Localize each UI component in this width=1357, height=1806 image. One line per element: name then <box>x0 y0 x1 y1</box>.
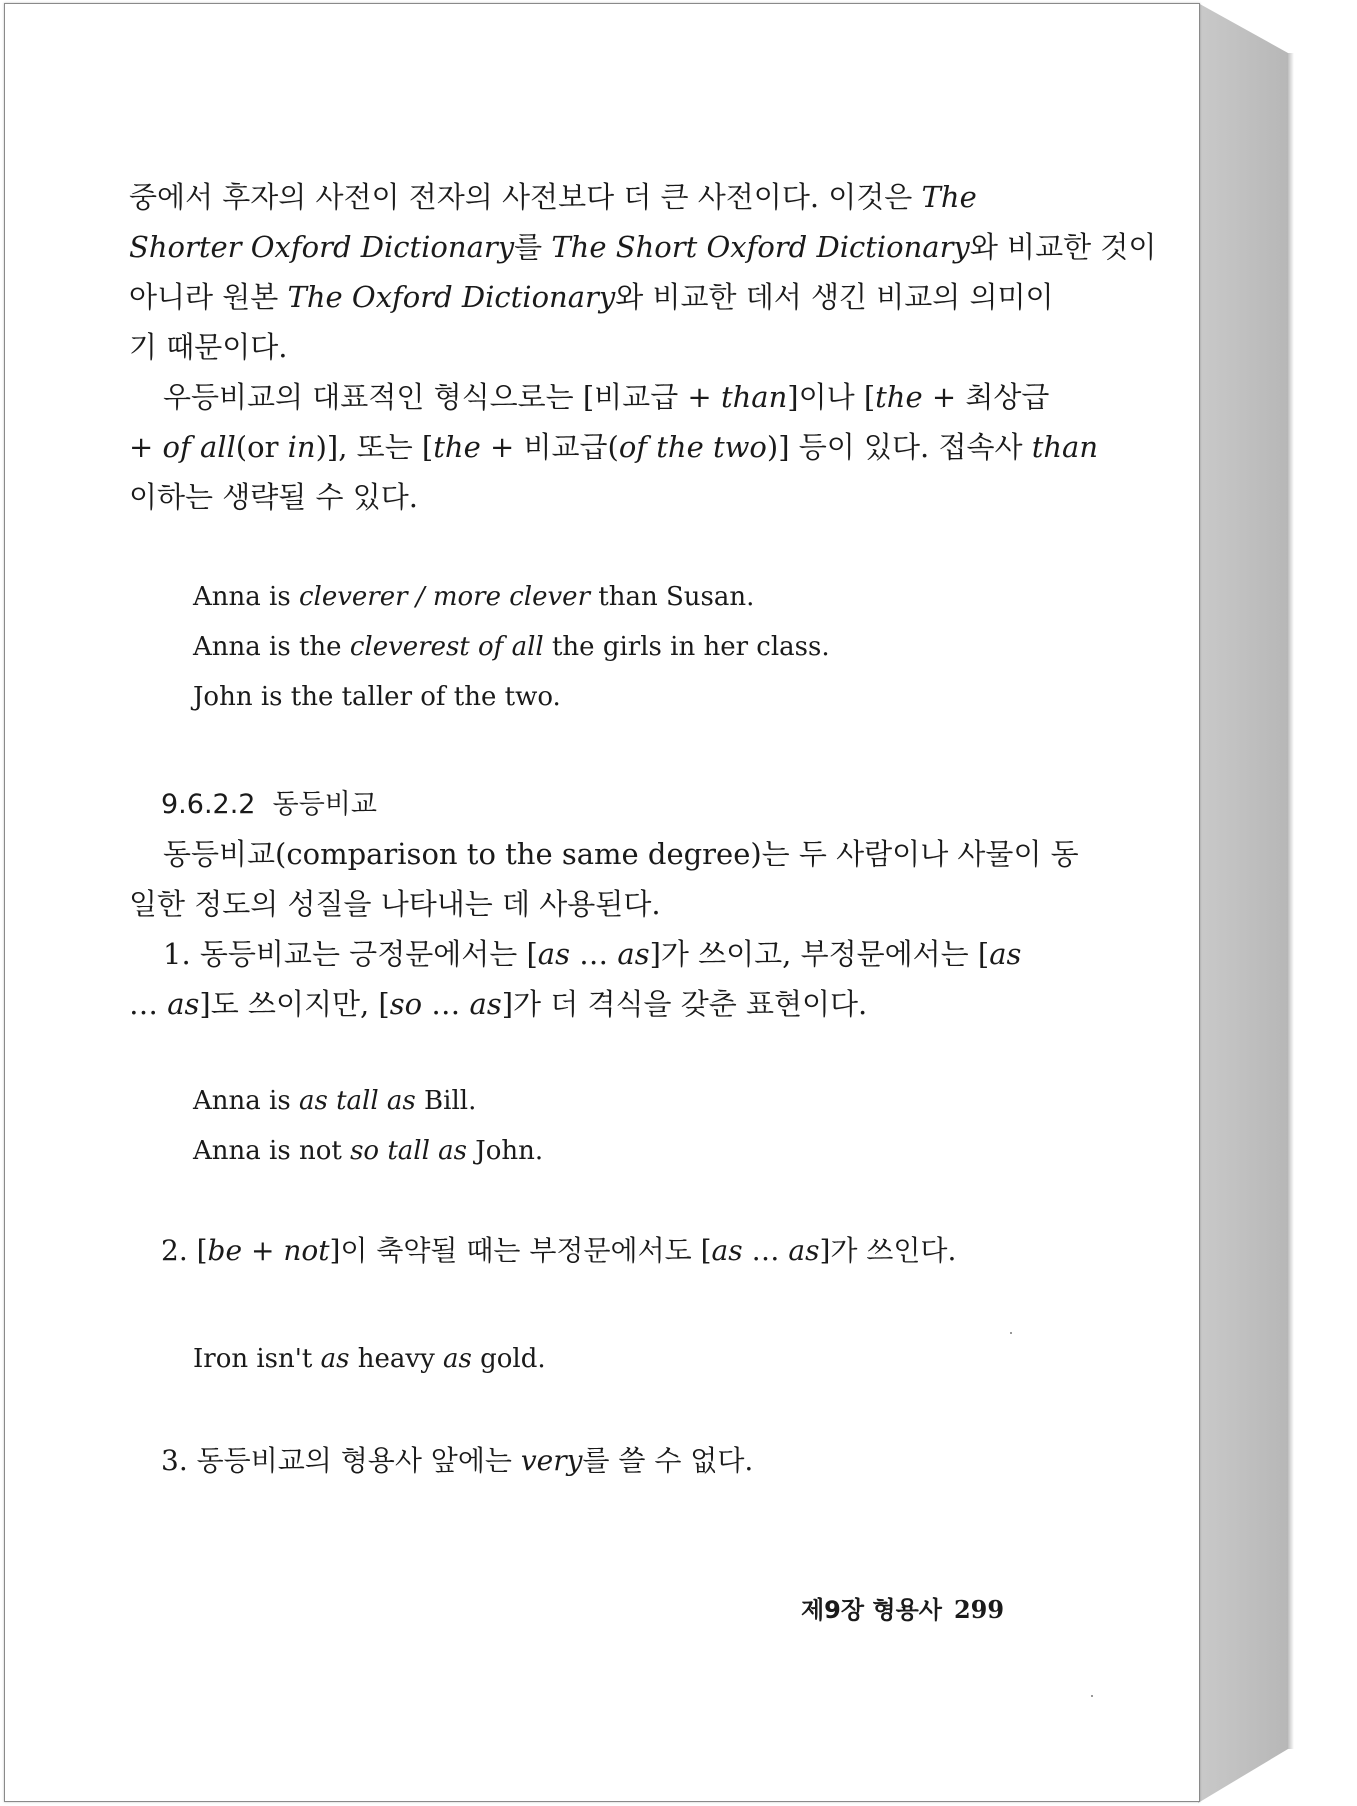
example-3 <box>193 1334 546 1384</box>
line: 동등비교(comparison to the same degree)는 두 사람이나 사물이 동 <box>163 837 1079 871</box>
example-sentence: Anna is cleverer / more clever than Susan. <box>193 582 755 612</box>
section-title: 동등비교 <box>272 789 377 820</box>
examples-2 <box>193 1076 543 1176</box>
line: … as]도 쓰이지만, [so … as]가 더 격식을 갖춘 표현이다. <box>129 987 868 1021</box>
example-sentence: John is the taller of the two. <box>193 682 561 712</box>
list-item-1 <box>129 929 1029 1029</box>
chapter-label: 제9장 형용사 <box>801 1596 942 1624</box>
paragraph-3 <box>129 829 1079 929</box>
line: 아니라 원본 The Oxford Dictionary와 비교한 데서 생긴 비교의 의미이 <box>129 280 1054 314</box>
example-sentence: Iron isn't as heavy as gold. <box>193 1344 546 1374</box>
page-number: 299 <box>953 1595 1005 1624</box>
example-sentence: Anna is the cleverest of all the girls in her class. <box>193 632 830 662</box>
speck <box>1010 1332 1012 1334</box>
list-item-3: 3. 동등비교의 형용사 앞에는 very를 쓸 수 없다. <box>161 1444 754 1477</box>
paragraph-2 <box>129 372 1099 522</box>
list-item-2: 2. [be + not]이 축약될 때는 부정문에서도 [as … as]가 쓰인다. <box>161 1234 957 1267</box>
book-side-edge <box>1198 3 1288 1803</box>
line: 우등비교의 대표적인 형식으로는 [비교급 + than]이나 [the + 최상급 <box>163 380 1050 414</box>
section-number: 9.6.2.2 <box>161 789 256 820</box>
example-sentence: Anna is as tall as Bill. <box>193 1086 477 1116</box>
example-sentence: Anna is not so tall as John. <box>193 1136 544 1166</box>
book-page <box>4 3 1200 1802</box>
line: 중에서 후자의 사전이 전자의 사전보다 더 큰 사전이다. 이것은 The <box>129 180 977 214</box>
paragraph-1 <box>129 172 1157 372</box>
line: 1. 동등비교는 긍정문에서는 [as … as]가 쓰이고, 부정문에서는 [as <box>163 937 1022 971</box>
line: Shorter Oxford Dictionary를 The Short Oxford Dictionary와 비교한 것이 <box>129 230 1157 264</box>
section-heading <box>161 782 377 821</box>
line: 일한 정도의 성질을 나타내는 데 사용된다. <box>129 887 661 921</box>
book-edge-shadow <box>1288 53 1294 1749</box>
line: + of all(or in)], 또는 [the + 비교급(of the two)] 등이 있다. 접속사 than <box>129 430 1099 464</box>
line: 이하는 생략될 수 있다. <box>129 480 418 514</box>
speck <box>1091 1695 1093 1697</box>
line: 기 때문이다. <box>129 330 288 364</box>
examples-1 <box>193 572 830 722</box>
page-footer <box>801 1590 1004 1625</box>
